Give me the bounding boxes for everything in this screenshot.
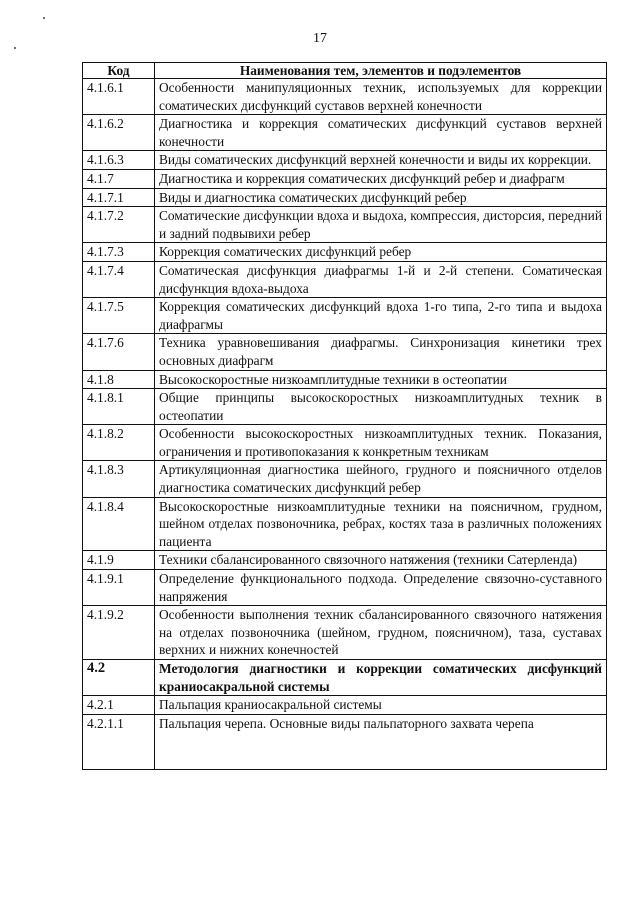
table-body [83, 79, 607, 770]
row-name: Особенности высокоскоростных низкоамплитудных техник. Показания, ограничения и противопоказания к конкретным техникам [155, 425, 607, 461]
table-row [83, 151, 607, 170]
row-name: Диагностика и коррекция соматических дисфункций ребер и диафрагм [155, 169, 607, 188]
row-name: Общие принципы высокоскоростных низкоамплитудных техник в остеопатии [155, 389, 607, 425]
row-name: Виды соматических дисфункций верхней конечности и виды их коррекции. [155, 151, 607, 170]
table-row [83, 660, 607, 696]
table-row [83, 79, 607, 115]
row-code: 4.2.1 [83, 696, 155, 715]
row-code: 4.1.6.3 [83, 151, 155, 170]
table-header-row [83, 63, 607, 79]
scan-speck [43, 17, 45, 19]
table-row [83, 606, 607, 660]
row-code: 4.1.7.5 [83, 298, 155, 334]
row-name: Пальпация краниосакральной системы [155, 696, 607, 715]
row-code: 4.1.9 [83, 551, 155, 570]
row-code: 4.1.8.1 [83, 389, 155, 425]
row-code: 4.1.7.3 [83, 243, 155, 262]
row-code: 4.1.6.1 [83, 79, 155, 115]
table-row [83, 461, 607, 497]
row-name: Техника уравновешивания диафрагмы. Синхронизация кинетики трех основных диафрагм [155, 334, 607, 370]
row-code: 4.1.8.2 [83, 425, 155, 461]
row-name: Особенности манипуляционных техник, используемых для коррекции соматических дисфункций суставов верхней конечности [155, 79, 607, 115]
row-name: Коррекция соматических дисфункций ребер [155, 243, 607, 262]
row-code: 4.1.8.3 [83, 461, 155, 497]
header-name: Наименования тем, элементов и подэлементов [155, 63, 607, 79]
row-name: Техники сбалансированного связочного натяжения (техники Сатерленда) [155, 551, 607, 570]
row-name: Соматическая дисфункция диафрагмы 1-й и 2-й степени. Соматическая дисфункция вдоха-выдоха [155, 261, 607, 297]
row-code: 4.1.7 [83, 169, 155, 188]
table-row [83, 115, 607, 151]
header-code: Код [83, 63, 155, 79]
row-code: 4.1.9.2 [83, 606, 155, 660]
table-row [83, 169, 607, 188]
row-code: 4.1.7.4 [83, 261, 155, 297]
row-name: Соматические дисфункции вдоха и выдоха, компрессия, дисторсия, передний и задний подвывихи ребер [155, 207, 607, 243]
row-code: 4.1.6.2 [83, 115, 155, 151]
row-name: Диагностика и коррекция соматических дисфункций суставов верхней конечности [155, 115, 607, 151]
row-name: Определение функционального подхода. Определение связочно-суставного напряжения [155, 570, 607, 606]
scan-speck [14, 47, 16, 49]
row-name: Виды и диагностика соматических дисфункций ребер [155, 188, 607, 207]
row-name: Артикуляционная диагностика шейного, грудного и поясничного отделов диагностика соматических дисфункций ребер [155, 461, 607, 497]
table-row [83, 497, 607, 551]
row-name: Пальпация черепа. Основные виды пальпаторного захвата черепа [155, 714, 607, 769]
table-row [83, 298, 607, 334]
row-code: 4.2 [83, 660, 155, 696]
row-code: 4.1.7.1 [83, 188, 155, 207]
table-row [83, 714, 607, 769]
row-code: 4.1.7.6 [83, 334, 155, 370]
page-number: 17 [313, 31, 327, 46]
row-name: Коррекция соматических дисфункций вдоха 1-го типа, 2-го типа и выдоха диафрагмы [155, 298, 607, 334]
table-row [83, 207, 607, 243]
table-row [83, 570, 607, 606]
table-row [83, 243, 607, 262]
row-name: Особенности выполнения техник сбалансированного связочного натяжения на отделах позвоночника (шейном, грудном, поясничном), таза, суставах верхних и нижних конечностей [155, 606, 607, 660]
table-row [83, 188, 607, 207]
row-code: 4.1.8.4 [83, 497, 155, 551]
table-row [83, 370, 607, 389]
row-name: Высокоскоростные низкоамплитудные техники на поясничном, грудном, шейном отделах позвоночника, ребрах, костях таза в различных положениях пациента [155, 497, 607, 551]
table-row [83, 551, 607, 570]
row-code: 4.1.7.2 [83, 207, 155, 243]
topics-table [82, 62, 607, 770]
row-code: 4.1.8 [83, 370, 155, 389]
table-row [83, 389, 607, 425]
row-name: Высокоскоростные низкоамплитудные техники в остеопатии [155, 370, 607, 389]
row-name: Методология диагностики и коррекции соматических дисфункций краниосакральной системы [155, 660, 607, 696]
row-code: 4.1.9.1 [83, 570, 155, 606]
table-row [83, 261, 607, 297]
table-row [83, 696, 607, 715]
row-code: 4.2.1.1 [83, 714, 155, 769]
table-row [83, 334, 607, 370]
table-row [83, 425, 607, 461]
